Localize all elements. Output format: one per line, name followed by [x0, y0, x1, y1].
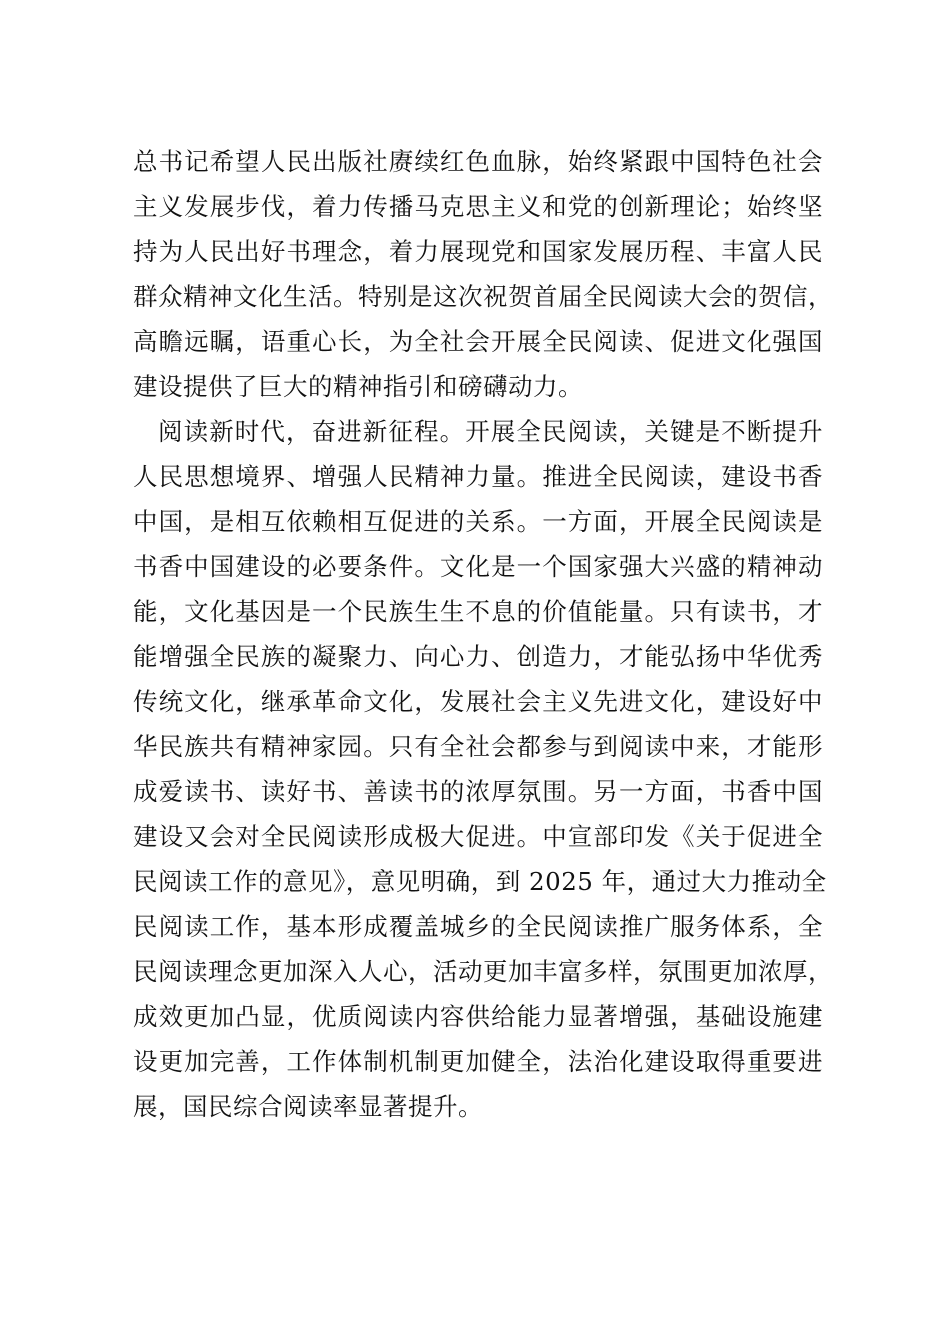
text-line: 成爱读书、读好书、善读书的浓厚氛围。另一方面，书香中国 [133, 777, 823, 806]
text-line: 主义发展步伐，着力传播马克思主义和党的创新理论；始终坚 [133, 192, 823, 221]
text-line: 成效更加凸显，优质阅读内容供给能力显著增强，基础设施建 [133, 1002, 823, 1031]
text-line: 群众精神文化生活。特别是这次祝贺首届全民阅读大会的贺信， [133, 282, 833, 311]
text-line: 建设又会对全民阅读形成极大促进。中宣部印发《关于促进全 [133, 822, 823, 851]
text-line: 书香中国建设的必要条件。文化是一个国家强大兴盛的精神动 [133, 552, 823, 581]
text-line: 民阅读理念更加深入人心，活动更加丰富多样，氛围更加浓厚， [133, 957, 833, 986]
text-line: 阅读新时代，奋进新征程。开展全民阅读，关键是不断提升 [158, 417, 823, 446]
text-line: 持为人民出好书理念，着力展现党和国家发展历程、丰富人民 [133, 237, 823, 266]
text-line: 建设提供了巨大的精神指引和磅礴动力。 [133, 372, 583, 401]
text-line: 高瞻远瞩，语重心长，为全社会开展全民阅读、促进文化强国 [133, 327, 823, 356]
text-line: 能增强全民族的凝聚力、向心力、创造力，才能弘扬中华优秀 [133, 642, 823, 671]
text-line: 民阅读工作的意见》，意见明确，到 2025 年，通过大力推动全 [133, 867, 827, 896]
text-line: 中国，是相互依赖相互促进的关系。一方面，开展全民阅读是 [133, 507, 823, 536]
text-line: 总书记希望人民出版社赓续红色血脉，始终紧跟中国特色社会 [133, 147, 823, 176]
text-line: 人民思想境界、增强人民精神力量。推进全民阅读，建设书香 [133, 462, 823, 491]
text-line: 设更加完善，工作体制机制更加健全，法治化建设取得重要进 [133, 1047, 823, 1076]
text-line: 能，文化基因是一个民族生生不息的价值能量。只有读书，才 [133, 597, 823, 626]
text-line: 展，国民综合阅读率显著提升。 [133, 1092, 483, 1121]
text-line: 华民族共有精神家园。只有全社会都参与到阅读中来，才能形 [133, 732, 823, 761]
text-line: 民阅读工作，基本形成覆盖城乡的全民阅读推广服务体系，全 [133, 912, 823, 941]
text-line: 传统文化，继承革命文化，发展社会主义先进文化，建设好中 [133, 687, 823, 716]
